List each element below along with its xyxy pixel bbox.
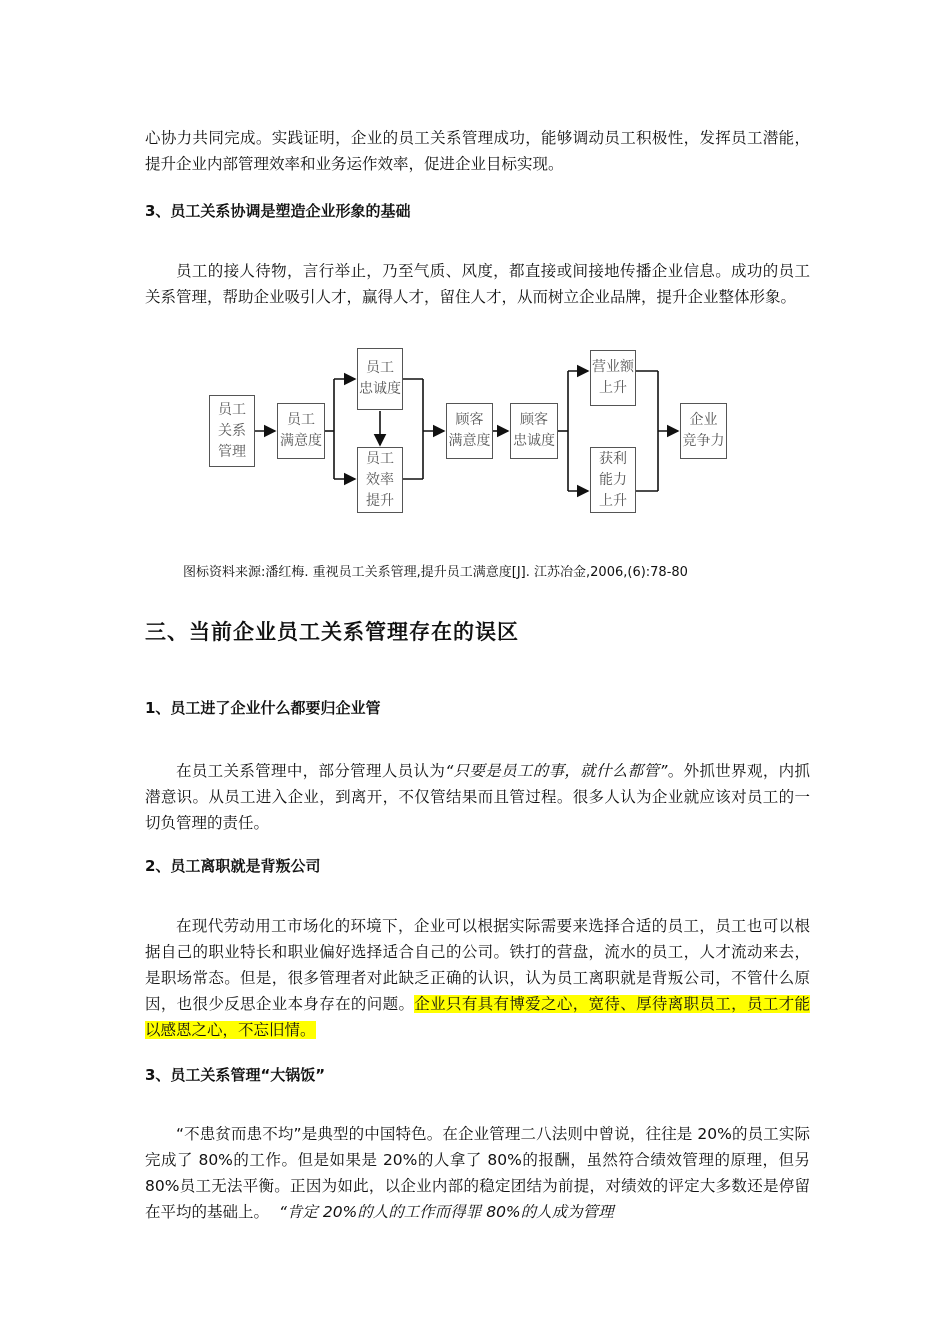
paragraph-resignation [145,913,810,1043]
p4-highlighted-text: 企业只有具有博爱之心，宽待、厚待离职员工，员工才能以感恩之心，不忘旧情。 [145,995,810,1039]
box-employee-loyalty: 员工 忠诚度 [357,348,403,410]
paragraph-manage-everything [145,758,810,836]
p3-text-b: 。外抓世界观，内抓潜意识。从员工进入企业，到离开，不仅管结果而且管过程。很多人认为企业就应该对员工的一切负管理的责任。 [145,762,810,832]
section-heading: 三、当前企业员工关系管理存在的误区 [145,620,519,644]
box-revenue-rise: 营业额 上升 [590,350,636,406]
subheading-corporate-image: 3、员工关系协调是塑造企业形象的基础 [145,202,411,220]
flow-diagram [0,0,950,560]
p3-quote: “只要是员工的事，就什么都管” [445,762,668,780]
p3-text-a: 在员工关系管理中，部分管理人员认为 [176,762,446,780]
box-employee-efficiency: 员工 效率 提升 [357,447,403,513]
box-profitability-rise: 获利 能力 上升 [590,447,636,513]
diagram-connectors [0,0,950,560]
box-customer-loyalty: 顾客 忠诚度 [510,403,558,459]
box-employee-satisfaction: 员工 满意度 [277,403,325,459]
subheading-resignation: 2、员工离职就是背叛公司 [145,857,321,875]
subheading-big-pot: 3、员工关系管理“大锅饭” [145,1066,326,1084]
box-competitiveness: 企业 竞争力 [680,403,727,459]
box-employee-relations-management: 员工 关系 管理 [209,395,255,467]
p5-text: “不患贫而患不均”是典型的中国特色。在企业管理二八法则中曾说，往往是 20%的员工实际完成了 80%的工作。但是如果是 20%的人拿了 80%的报酬，虽然符合绩效管理的原理，但另 80%员工无法平衡。正因为如此，以企业内部的稳定团结为前提，对绩效的评定大多数还是停留在平均的基础上。 [145,1125,810,1221]
box-customer-satisfaction: 顾客 满意度 [446,403,493,459]
figure-caption: 图标资料来源:潘红梅. 重视员工关系管理,提升员工满意度[J]. 江苏冶金,2006,(6):78-80 [183,565,688,580]
p4-text: 在现代劳动用工市场化的环境下，企业可以根据实际需要来选择合适的员工，员工也可以根据自己的职业特长和职业偏好选择适合自己的公司。铁打的营盘，流水的员工，人才流动来去，是职场常态。但是，很多管理者对此缺乏正确的认识，认为员工离职就是背叛公司，不管什么原因，也很少反思企业本身存在的问题。 [145,917,810,1013]
paragraph-big-pot [145,1121,810,1225]
p5-italic-text: “肯定 20%的人的工作而得罪 80%的人成为管理 [278,1203,614,1221]
subheading-manage-everything: 1、员工进了企业什么都要归企业管 [145,699,381,717]
paragraph-corporate-image: 员工的接人待物，言行举止，乃至气质、风度，都直接或间接地传播企业信息。成功的员工关系管理，帮助企业吸引人才，赢得人才，留住人才，从而树立企业品牌，提升企业整体形象。 [145,262,810,306]
paragraph-continuation: 心协力共同完成。实践证明，企业的员工关系管理成功，能够调动员工积极性，发挥员工潜能，提升企业内部管理效率和业务运作效率，促进企业目标实现。 [145,129,810,173]
